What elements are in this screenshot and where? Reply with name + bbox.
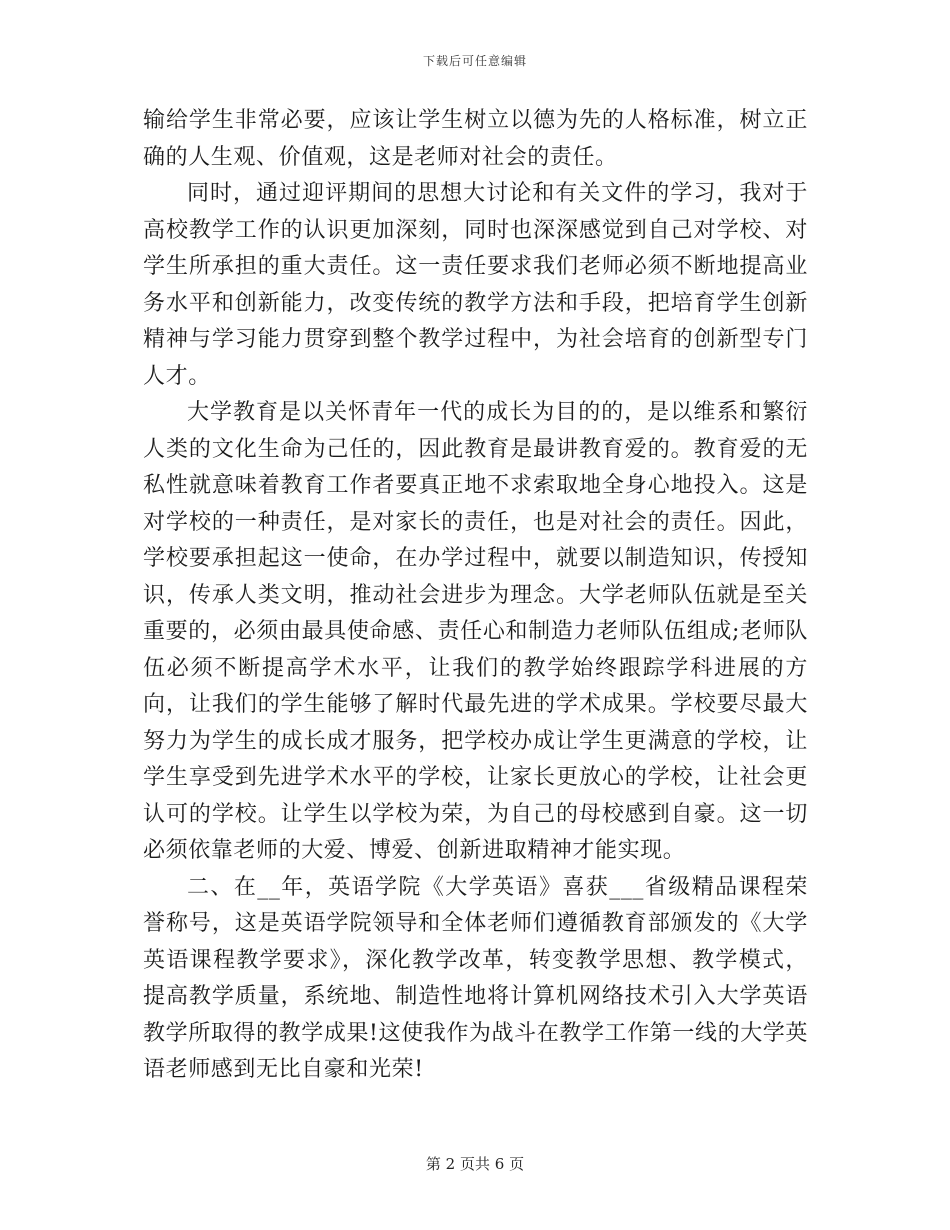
paragraph-evaluation-reflection: 同时，通过迎评期间的思想大讨论和有关文件的学习，我对于高校教学工作的认识更加深刻，同时也深深感觉到自己对学校、对学生所承担的重大责任。这一责任要求我们老师必须不断地提高业务水平和创新能力，改变传统的教学方法和手段，把培育学生创新精神与学习能力贯穿到整个教学过程中，为社会培育的创新型专门人才。	[143, 181, 808, 389]
page-header: 下载后可任意编辑	[422, 54, 527, 68]
paragraph-english-course-award: 二、在__年，英语学院《大学英语》喜获___省级精品课程荣誉称号，这是英语学院领导和全体老师们遵循教育部颁发的《大学英语课程教学要求》，深化教学改革，转变教学思想、教学模式，提高教学质量，系统地、制造性地将计算机网络技术引入大学英语教学所取得的教学成果!这使我作为战斗在教学工作第一线的大学英语老师感到无比自豪和光荣!	[143, 874, 808, 1082]
paragraph-university-education: 大学教育是以关怀青年一代的成长为目的的，是以维系和繁衍人类的文化生命为己任的，因此教育是最讲教育爱的。教育爱的无私性就意味着教育工作者要真正地不求索取地全身心地投入。这是对学校的一种责任，是对家长的责任，也是对社会的责任。因此，学校要承担起这一使命，在办学过程中，就要以制造知识，传授知识，传承人类文明，推动社会进步为理念。大学老师队伍就是至关重要的，必须由最具使命感、责任心和制造力老师队伍组成;老师队伍必须不断提高学术水平，让我们的教学始终跟踪学科进展的方向，让我们的学生能够了解时代最先进的学术成果。学校要尽最大努力为学生的成长成才服务，把学校办成让学生更满意的学校，让学生享受到先进学术水平的学校，让家长更放心的学校，让社会更认可的学校。让学生以学校为荣，为自己的母校感到自豪。这一切必须依靠老师的大爱、博爱、创新进取精神才能实现。	[143, 400, 808, 863]
paragraph-continuation: 输给学生非常必要，应该让学生树立以德为先的人格标准，树立正确的人生观、价值观，这是老师对社会的责任。	[143, 108, 808, 170]
page-number: 第 2 页共 6 页	[425, 1155, 525, 1173]
document-body	[143, 103, 808, 1089]
